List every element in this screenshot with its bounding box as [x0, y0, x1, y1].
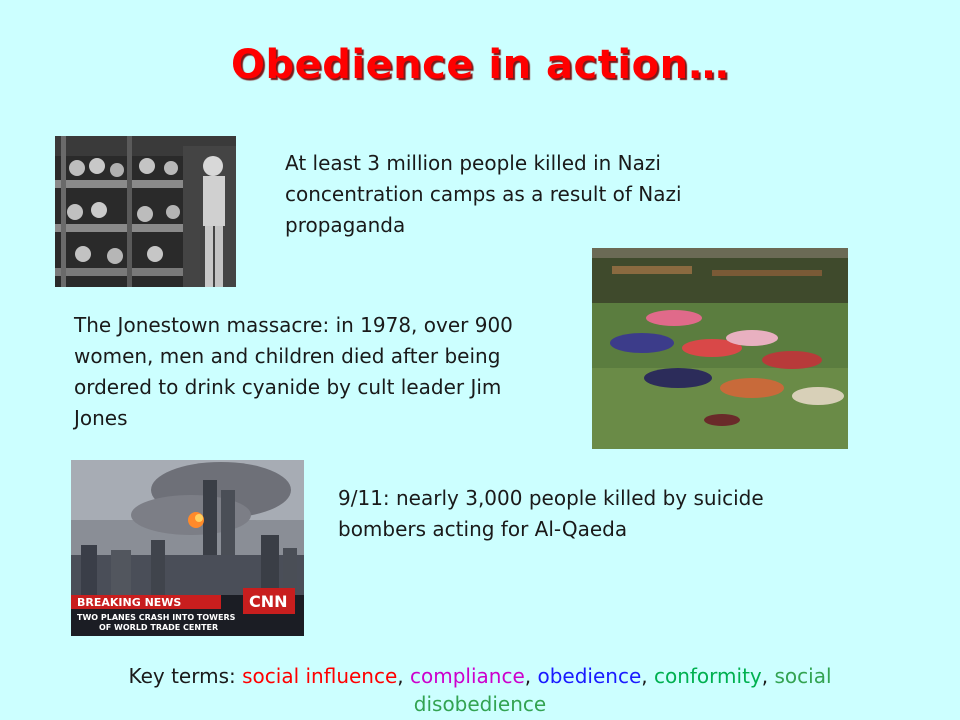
nazi-camps-text: At least 3 million people killed in Nazi concentration camps as a result of Nazi propaganda: [285, 151, 682, 237]
key-terms-separator: ,: [641, 664, 654, 688]
term-conformity: conformity: [653, 664, 762, 688]
breaking-news-label: BREAKING NEWS: [77, 596, 182, 609]
cnn-logo: CNN: [249, 592, 288, 611]
news-ticker-line2: OF WORLD TRADE CENTER: [99, 623, 219, 632]
jonestown-photo: [592, 248, 848, 449]
key-terms-separator: ,: [761, 664, 775, 688]
sept11-news-photo: [71, 460, 304, 636]
key-terms-separator: ,: [524, 664, 538, 688]
concentration-camp-photo: [55, 136, 236, 287]
key-terms-separator: ,: [397, 664, 410, 688]
term-social-disobedience: social disobedience: [413, 664, 832, 716]
term-social-influence: social influence: [242, 664, 398, 688]
sept11-text: 9/11: nearly 3,000 people killed by suicide bombers acting for Al-Qaeda: [338, 486, 764, 541]
key-terms: [60, 662, 900, 718]
term-obedience: obedience: [537, 664, 642, 688]
news-ticker-line1: TWO PLANES CRASH INTO TOWERS: [77, 613, 236, 622]
jonestown-text: The Jonestown massacre: in 1978, over 900 women, men and children died after being ordered to drink cyanide by cult leader Jim Jones: [74, 313, 513, 430]
slide-title: Obedience in action…: [230, 42, 730, 88]
term-compliance: compliance: [410, 664, 525, 688]
key-terms-prefix: Key terms:: [128, 664, 243, 688]
